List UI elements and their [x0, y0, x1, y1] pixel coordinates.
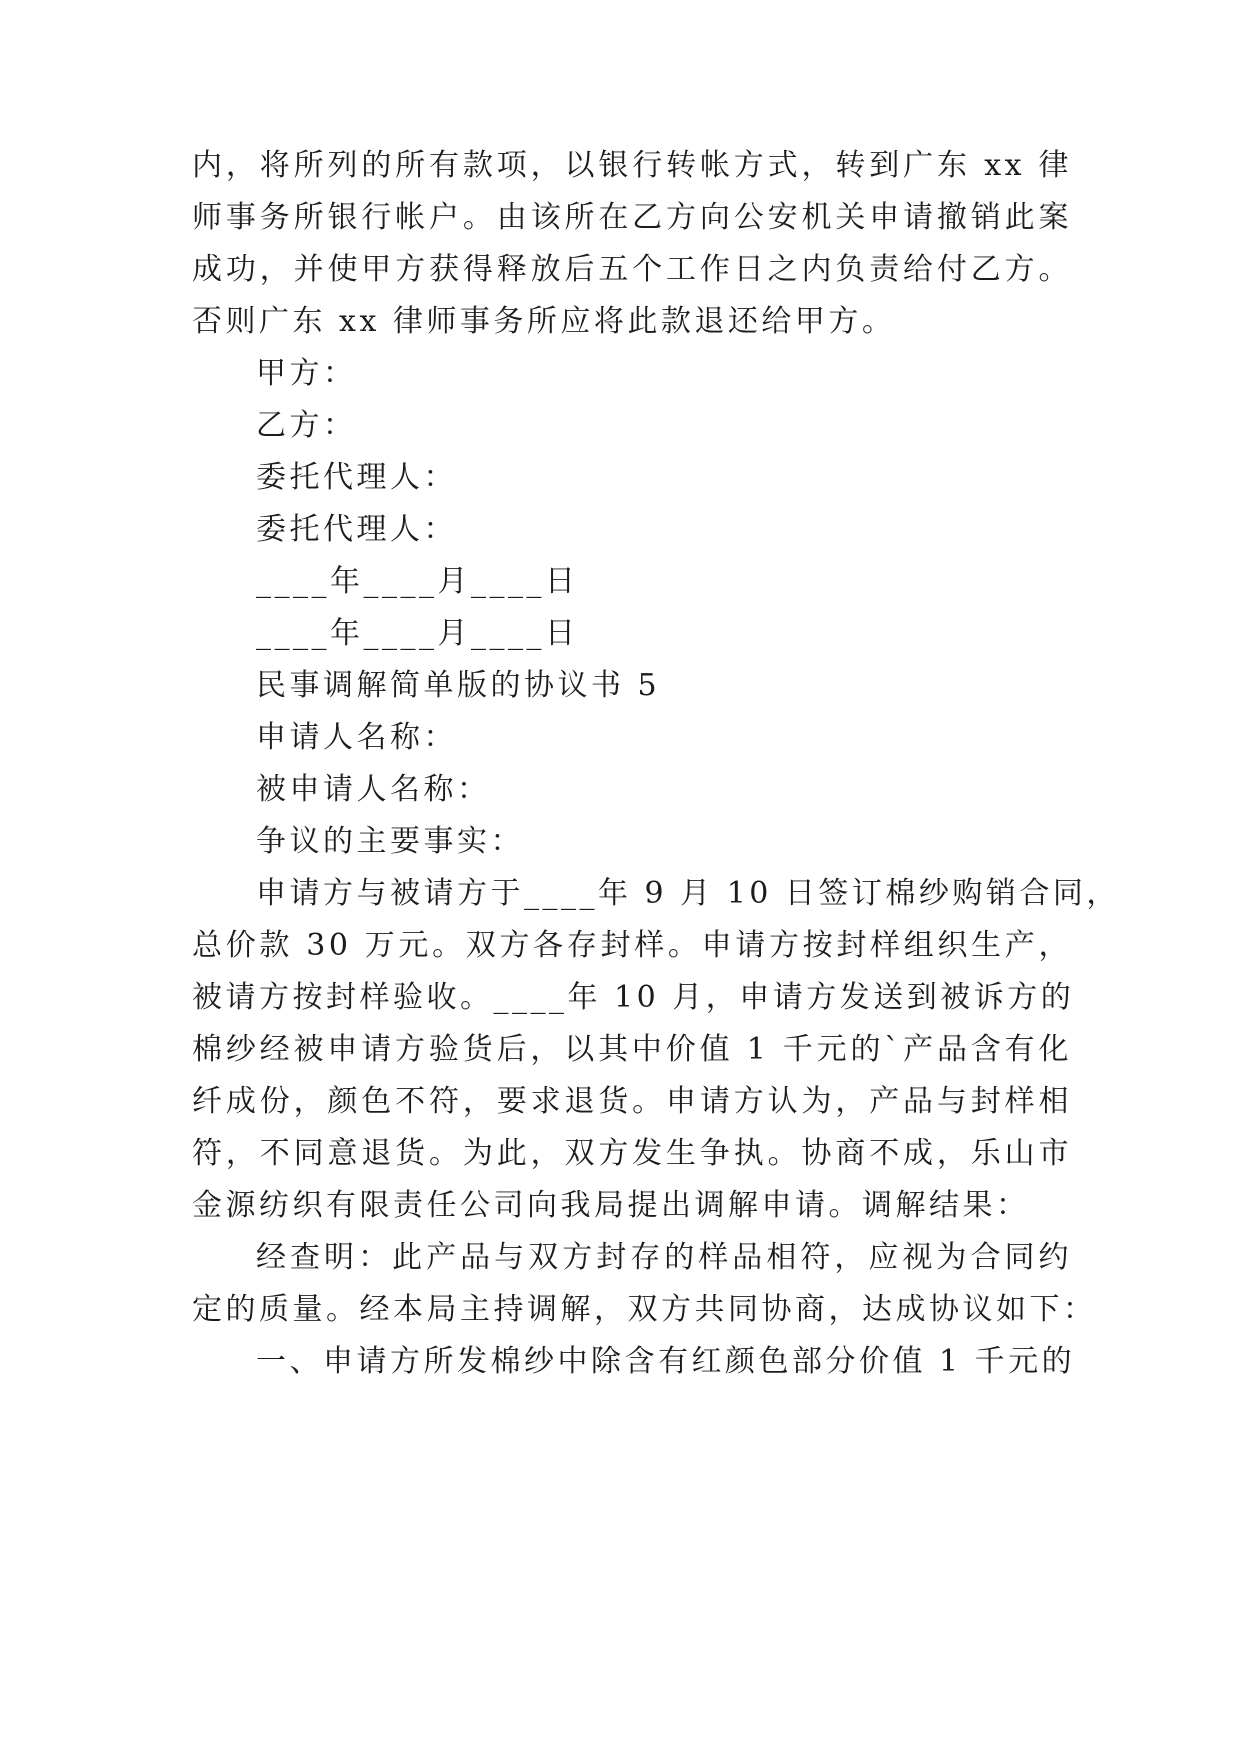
facts-line-1: 申请方与被请方于____年 9 月 10 日签订棉纱购销合同，: [256, 876, 1120, 911]
agent-label-1: 委托代理人：: [256, 460, 457, 495]
facts-line-4: 棉纱经被申请方验货后，以其中价值 1 千元的`产品含有化: [192, 1032, 1072, 1067]
continuation-line-2: 师事务所银行帐户。由该所在乙方向公安机关申请撤销此案: [192, 200, 1072, 235]
facts-line-7: 金源纺织有限责任公司向我局提出调解申请。调解结果：: [192, 1188, 1030, 1223]
finding-line-2: 定的质量。经本局主持调解，双方共同协商，达成协议如下：: [192, 1292, 1097, 1327]
applicant-name-label: 申请人名称：: [256, 720, 457, 755]
section-title: 民事调解简单版的协议书 5: [256, 668, 661, 703]
facts-line-6: 符，不同意退货。为此，双方发生争执。协商不成，乐山市: [192, 1136, 1072, 1171]
continuation-line-1: 内，将所列的所有款项，以银行转帐方式，转到广东 xx 律: [192, 148, 1072, 183]
facts-line-2: 总价款 30 万元。双方各存封样。申请方按封样组织生产，: [192, 928, 1072, 963]
continuation-line-3: 成功，并使甲方获得释放后五个工作日之内负责给付乙方。: [192, 252, 1072, 287]
respondent-name-label: 被申请人名称：: [256, 772, 491, 807]
item-one-line: 一、申请方所发棉纱中除含有红颜色部分价值 1 千元的: [256, 1344, 1076, 1379]
dispute-facts-label: 争议的主要事实：: [256, 824, 524, 859]
date-line-2: ____年____月____日: [256, 616, 579, 651]
party-b-label: 乙方：: [256, 408, 357, 443]
date-line-1: ____年____月____日: [256, 564, 579, 599]
continuation-line-4: 否则广东 xx 律师事务所应将此款退还给甲方。: [192, 304, 896, 339]
facts-line-5: 纤成份，颜色不符，要求退货。申请方认为，产品与封样相: [192, 1084, 1072, 1119]
party-a-label: 甲方：: [256, 356, 357, 391]
facts-line-3: 被请方按封样验收。____年 10 月，申请方发送到被诉方的: [192, 980, 1075, 1015]
agent-label-2: 委托代理人：: [256, 512, 457, 547]
finding-line-1: 经查明：此产品与双方封存的样品相符，应视为合同约: [256, 1240, 1072, 1275]
